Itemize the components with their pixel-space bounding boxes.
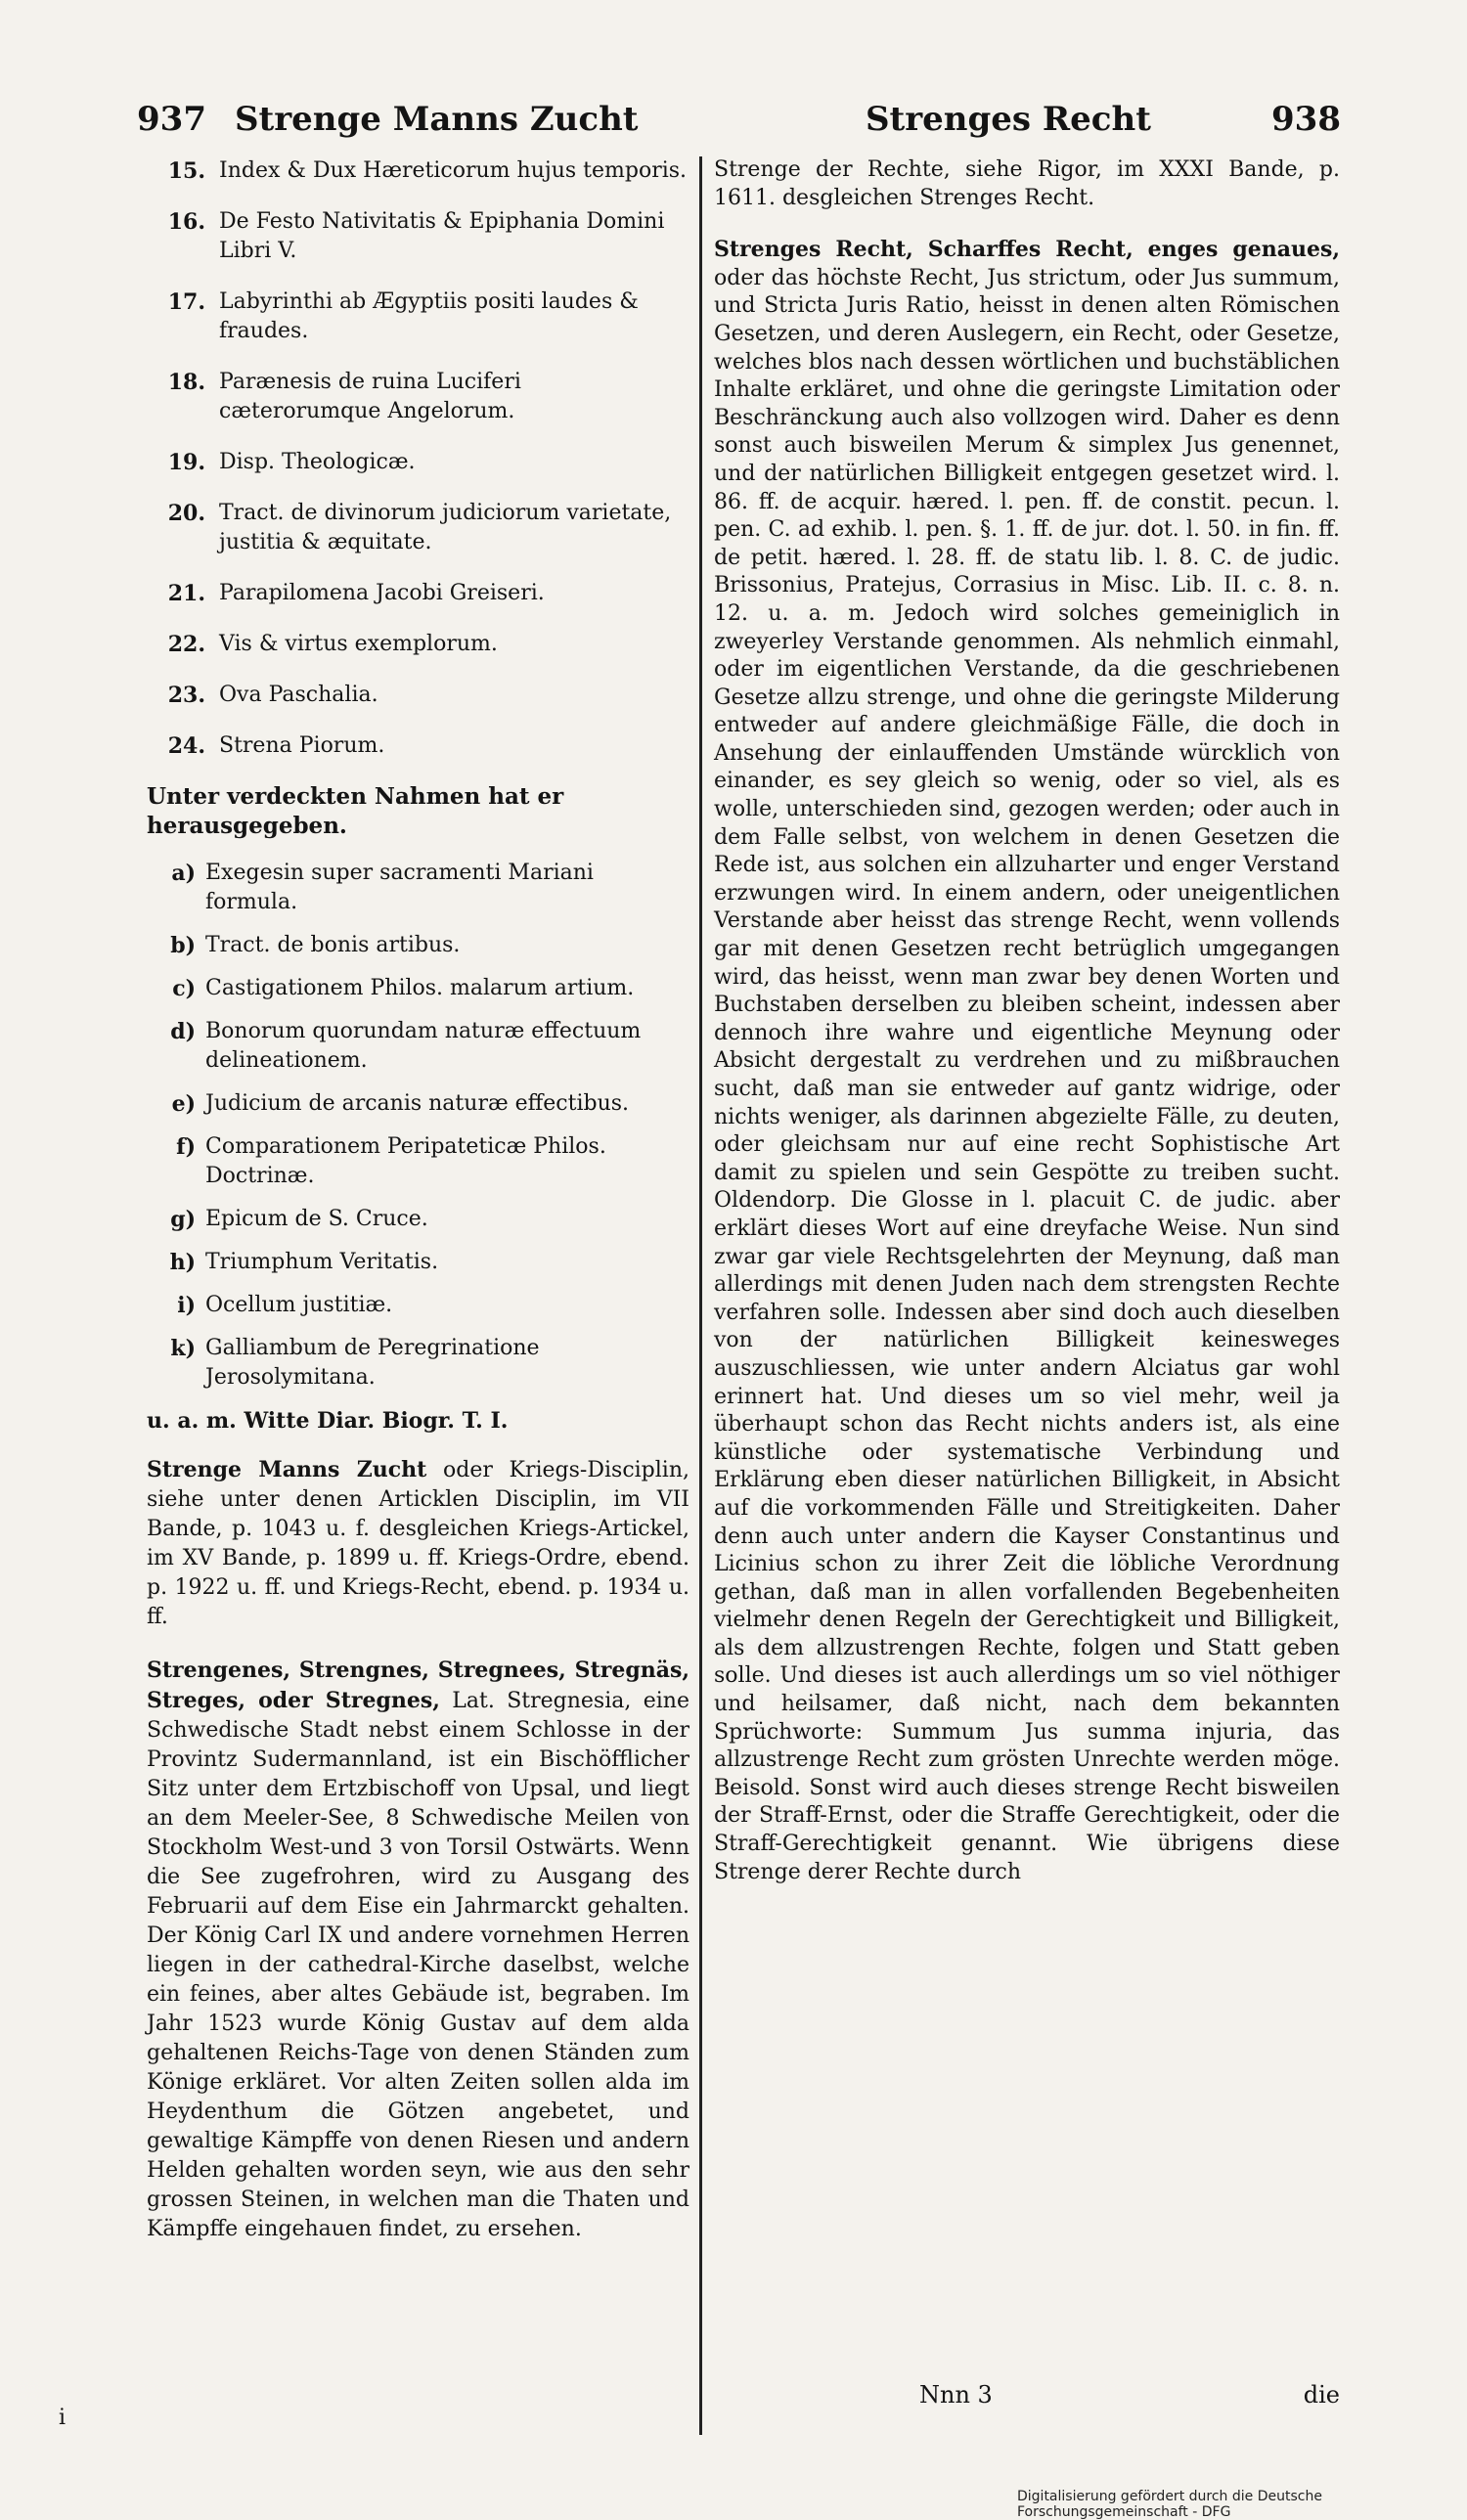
list-item-text: Vis & virtus exemplorum. (219, 632, 498, 656)
list-item (137, 931, 689, 960)
list-item-text: Epicum de S. Cruce. (205, 1207, 428, 1231)
list-item-text: Tract. de bonis artibus. (205, 933, 461, 957)
list-item (137, 1334, 689, 1393)
margin-mark: i (59, 2406, 67, 2430)
entry-head: Strengenes, Strengnes, Stregnees, Stregnäs, Streges, oder Stregnes, (147, 1658, 689, 1713)
list-item-number: 23. (167, 683, 205, 708)
list-item-text: Index & Dux Hæreticorum hujus temporis. (219, 158, 688, 183)
list-item-label: b) (170, 933, 196, 958)
subheading: Unter verdeckten Nahmen hat er herausgegeben. (147, 783, 564, 839)
page-number-right: 938 (1271, 100, 1341, 139)
entry-text: Lat. Stregnesia, eine Schwedische Stadt nebst einem Schlosse in der Provintz Sudermannland, ist ein Bischöfflicher Sitz unter dem Ertzbischoff von Upsal, und liegt an dem Meeler-See, 8 Schwedische Meilen von Stockholm West-und 3 von Torsil Ostwärts. Wenn die See zugefrohren, wird zu Ausgang des Februarii auf dem Eise ein Jahrmarckt gehalten. Der König Carl IX und andere vornehmen Herren liegen in der cathedral-Kirche daselbst, welche ein feines, aber altes Gebäude ist, begraben. Im Jahr 1523 wurde König Gustav auf dem alda gehaltenen Reichs-Tage von denen Ständen zum Könige erkläret. Vor alten Zeiten sollen alda im Heydenthum die Götzen angebetet, und gewaltige Kämpffe von denen Riesen und andern Helden gehalten worden seyn, wie aus den sehr grossen Steinen, in welchen man die Thaten und Kämpffe eingehauen findet, zu ersehen. (147, 1689, 689, 2241)
list-item-text: Parapilomena Jacobi Greiseri. (219, 581, 545, 605)
list-item-label: k) (170, 1336, 196, 1361)
list-item (137, 1017, 689, 1076)
list-item-text: Galliambum de Peregrinatione Jerosolymitana. (205, 1336, 540, 1390)
list-item (137, 448, 689, 477)
list-item-text: De Festo Nativitatis & Epiphania Domini Libri V. (219, 209, 665, 263)
lettered-list (137, 859, 689, 1393)
list-item (137, 368, 689, 426)
list-item-number: 24. (167, 733, 205, 759)
list-item-text: Judicium de arcanis naturæ effectibus. (205, 1091, 630, 1116)
list-item-text: Castigationem Philos. malarum artium. (205, 976, 635, 1000)
numbered-list (137, 156, 689, 761)
list-item-text: Ocellum justitiæ. (205, 1293, 393, 1317)
list-item-label: i) (177, 1293, 196, 1318)
list-item (137, 1089, 689, 1119)
entry-head: Strenge Manns Zucht (147, 1457, 427, 1482)
list-item-label: c) (172, 976, 196, 1001)
entry-strenges-recht (714, 236, 1340, 1886)
list-item-label: d) (170, 1019, 196, 1044)
list-item-text: Parænesis de ruina Luciferi cæterorumque Angelorum. (219, 370, 521, 423)
list-item (137, 859, 689, 917)
list-item-number: 17. (167, 289, 205, 315)
list-item (137, 731, 689, 761)
list-item-text: Comparationem Peripateticæ Philos. Doctrinæ. (205, 1134, 606, 1188)
right-column (714, 156, 1340, 1910)
entry-text: oder Kriegs-Disciplin, siehe unter denen Articklen Disciplin, im VII Bande, p. 1043 u. f. desgleichen Kriegs-Artickel, im XV Bande, p. 1899 u. ff. Kriegs-Ordre, ebend. p. 1922 u. ff. und Kriegs-Recht, ebend. p. 1934 u. ff. (147, 1458, 689, 1629)
header-title-right: Strenges Recht (866, 100, 1151, 139)
list-item-text: Bonorum quorundam naturæ effectuum delineationem. (205, 1019, 642, 1073)
list-item-number: 20. (167, 501, 205, 526)
source-signature: u. a. m. Witte Diar. Biogr. T. I. (147, 1408, 509, 1434)
list-item (137, 499, 689, 557)
list-item (137, 1132, 689, 1191)
list-item-number: 21. (167, 581, 205, 606)
page-number-left: 937 (137, 100, 206, 139)
list-item (137, 1248, 689, 1277)
entry-head: Strenges Recht, Scharffes Recht, enges genaues, (714, 237, 1340, 263)
entry-strenge-der-rechte: Strenge der Rechte, siehe Rigor, im XXXI Bande, p. 1611. desgleichen Strenges Recht. (714, 157, 1340, 210)
list-item-label: f) (176, 1134, 196, 1160)
catchword: die (1303, 2381, 1340, 2409)
list-item-label: e) (171, 1091, 196, 1117)
list-item (137, 1205, 689, 1234)
list-item (137, 974, 689, 1003)
list-item-text: Exegesin super sacramenti Mariani formula. (205, 861, 594, 914)
list-item (137, 579, 689, 608)
list-item-text: Strena Piorum. (219, 733, 385, 758)
header-title-left: Strenge Manns Zucht (235, 100, 639, 139)
list-item-number: 19. (167, 450, 205, 475)
list-item-label: a) (171, 861, 196, 886)
running-header (137, 88, 1340, 156)
entry-text: oder das höchste Recht, Jus strictum, oder Jus summum, und Stricta Juris Ratio, heisst in denen alten Römischen Gesetzen, und deren Auslegern, ein Recht, oder Gesetze, welches blos nach dessen wörtlichen und buchstäblichen Inhalte erkläret, und ohne die geringste Limitation oder Beschränckung auch also vollzogen wird. Daher es denn sonst auch bisweilen Merum & simplex Jus genennet, und der natürlichen Billigkeit entgegen gesetzet wird. l. 86. ff. de acquir. hæred. l. pen. ff. de constit. pecun. l. pen. C. ad exhib. l. pen. §. 1. ff. de jur. dot. l. 50. in fin. ff. de petit. hæred. l. 28. ff. de statu lib. l. 8. C. de judic. Brissonius, Pratejus, Corrasius in Misc. Lib. II. c. 8. n. 12. u. a. m. Jedoch wird solches gemeiniglich in zweyerley Verstande genommen. Als nehmlich einmahl, oder im eigentlichen Verstande, da die geschriebenen Gesetze allzu strenge, und ohne die geringste Milderung entweder auf andere gleichmäßige Fälle, die doch in Ansehung der einlauffenden Umstände würcklich von einander, es sey gleich so wenig, oder so viel, als es wolle, unterschieden sind, gezogen werden; oder auch in dem Falle selbst, von welchem in denen Gesetzen die Rede ist, aus solchen ein allzuharter und enger Verstand erzwungen wird. In einem andern, oder uneigentlichen Verstande aber heisst das strenge Recht, wenn vollends gar mit denen Gesetzen recht betrüglich umgegangen wird, das heisst, wenn man zwar bey denen Worten und Buchstaben derselben zu bleiben scheint, indessen aber dennoch ihre wahre und eigentliche Meynung oder Absicht dergestalt zu verdrehen und zu mißbrauchen sucht, daß man sie entweder auf gantz widrige, oder nichts weniger, als darinnen abgezielte Fälle, zu deuten, oder gleichsam nur auf eine recht Sophistische Art damit zu spielen und sein Gespötte zu treiben sucht. Oldendorp. Die Glosse in l. placuit C. de judic. aber erklärt dieses Wort auf eine dreyfache Weise. Nun sind zwar gar viele Rechtsgelehrten der Meynung, daß man allerdings mit denen Juden nach dem strengsten Rechte verfahren solle. Indessen aber sind doch auch dieselben von der natürlichen Billigkeit keinesweges auszuschliessen, wie unter andern Alciatus gar wohl erinnert hat. Und dieses um so viel mehr, weil ja überhaupt schon das Recht nichts anders ist, als eine künstliche oder systematische Verbindung und Erklärung eben dieser natürlichen Billigkeit, in Absicht auf die vorkommenden Fälle und Streitigkeiten. Daher denn auch unter andern die Kayser Constantinus und Licinius schon zu ihrer Zeit die löbliche Verordnung gethan, daß man in allen vorfallenden Begebenheiten vielmehr denen Regeln der Gerechtigkeit und Billigkeit, als dem allzustrengen Rechte, folgen und Statt geben solle. Und dieses ist auch allerdings um so viel nöthiger und heilsamer, daß nicht, nach dem bekannten Sprüchworte: Summum Jus summa injuria, das allzustrenge Recht zum grösten Unrechte werden möge. Beisold. Sonst wird auch dieses strenge Recht bisweilen der Straff-Ernst, oder die Straffe Gerechtigkeit, oder die Straff-Gerechtigkeit genannt. Wie übrigens diese Strenge derer Rechte durch (714, 265, 1340, 1884)
entry-strenge-manns-zucht (147, 1455, 689, 1632)
list-item (137, 1291, 689, 1320)
list-item (137, 207, 689, 266)
list-item (137, 287, 689, 346)
list-item-text: Triumphum Veritatis. (205, 1250, 439, 1274)
list-item-number: 18. (167, 370, 205, 395)
entry-strengenes (147, 1656, 689, 2244)
list-item (137, 681, 689, 710)
list-item-label: h) (169, 1250, 196, 1275)
list-item-number: 15. (167, 158, 205, 184)
column-divider (699, 156, 702, 2435)
list-item-label: g) (170, 1207, 196, 1232)
digitization-credit: Digitalisierung gefördert durch die Deutsche Forschungsgemeinschaft - DFG (1017, 2489, 1322, 2520)
list-item-number: 22. (167, 632, 205, 657)
list-item-text: Disp. Theologicæ. (219, 450, 416, 474)
list-item-text: Tract. de divinorum judiciorum varietate, justitia & æquitate. (219, 501, 672, 554)
list-item-text: Labyrinthi ab Ægyptiis positi laudes & fraudes. (219, 289, 639, 343)
left-column (137, 156, 689, 2268)
gathering-signature: Nnn 3 (919, 2381, 993, 2409)
list-item (137, 156, 689, 186)
page-footer-line (763, 2381, 1340, 2412)
page (137, 88, 1340, 2435)
list-item (137, 630, 689, 659)
list-item-text: Ova Paschalia. (219, 683, 378, 707)
list-item-number: 16. (167, 209, 205, 235)
